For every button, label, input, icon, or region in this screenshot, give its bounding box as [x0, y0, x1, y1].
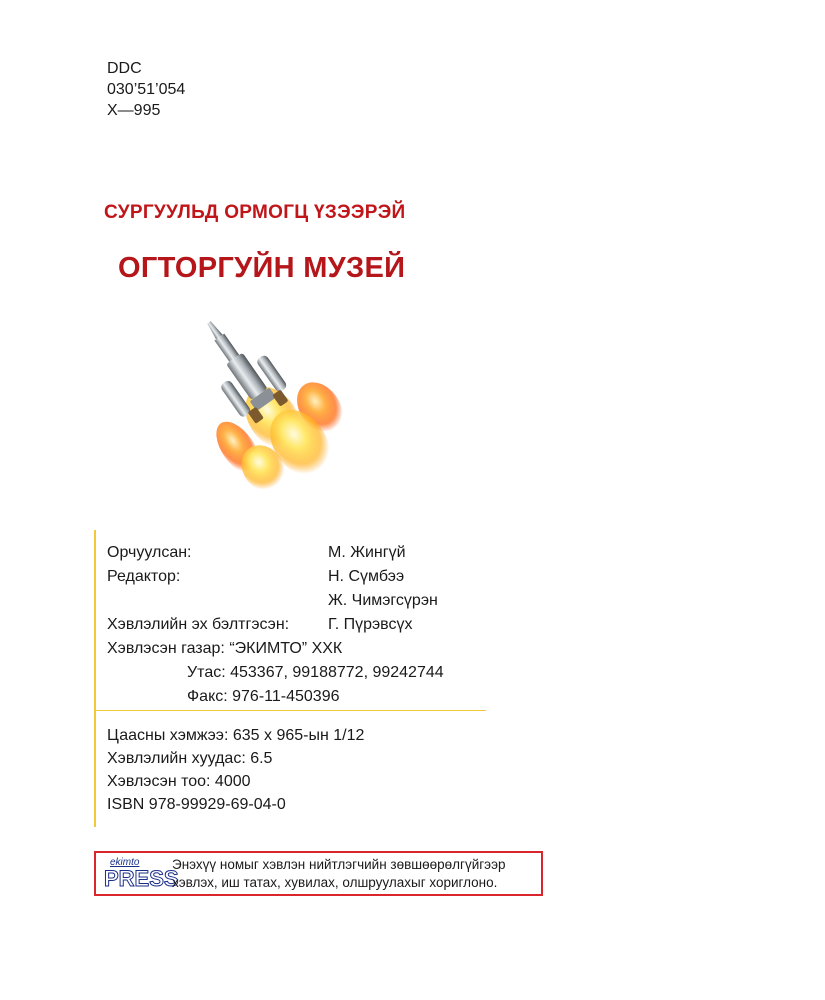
notice-line-1: Энэхүү номыг хэвлэн нийтлэгчийн зөвшөөрөлгүйгээр [172, 857, 506, 872]
editor-label: Редактор: [107, 568, 181, 585]
sheets-text: Хэвлэлийн хуудас: 6.5 [107, 750, 273, 767]
editor-value-1: Н. Сүмбээ [328, 568, 405, 585]
fax-text: Факс: 976-11-450396 [187, 688, 340, 705]
ddc-line-1: DDC [107, 60, 142, 77]
series-title: СУРГУУЛЬД ОРМОГЦ ҮЗЭЭРЭЙ [104, 202, 406, 223]
printer-label: Хэвлэсэн газар: “ЭКИМТО” ХХК [107, 640, 343, 657]
layout-value: Г. Пүрэвсүх [328, 616, 413, 633]
notice-line-2: хэвлэх, иш татах, хувилах, олшруулахыг хориглоно. [172, 875, 498, 890]
translator-value: М. Жингүй [328, 544, 406, 561]
layout-label: Хэвлэлийн эх бэлтгэсэн: [107, 616, 290, 633]
specs-block [107, 724, 364, 816]
editor-value-2: Ж. Чимэгсүрэн [328, 592, 438, 609]
ddc-classification [107, 58, 185, 121]
logo-small-text: ekimto [110, 857, 140, 868]
ddc-line-3: Х—995 [107, 102, 161, 119]
logo-big-text: PRESS [104, 866, 179, 891]
translator-label: Орчуулсан: [107, 544, 192, 561]
phone-text: Утас: 453367, 99188772, 99242744 [187, 664, 444, 681]
rocket-illustration [178, 308, 368, 493]
copyright-notice-text [172, 856, 505, 892]
section-divider-line [94, 710, 486, 711]
left-divider-line [94, 530, 96, 827]
copyright-notice-box [94, 851, 543, 896]
ekimto-press-logo [102, 857, 179, 891]
book-title: ОГТОРГУЙН МУЗЕЙ [118, 252, 406, 284]
isbn-text: ISBN 978-99929-69-04-0 [107, 796, 286, 813]
paper-size-text: Цаасны хэмжээ: 635 x 965-ын 1/12 [107, 727, 365, 744]
ddc-line-2: 030’51’054 [107, 81, 186, 98]
print-run-text: Хэвлэсэн тоо: 4000 [107, 773, 251, 790]
